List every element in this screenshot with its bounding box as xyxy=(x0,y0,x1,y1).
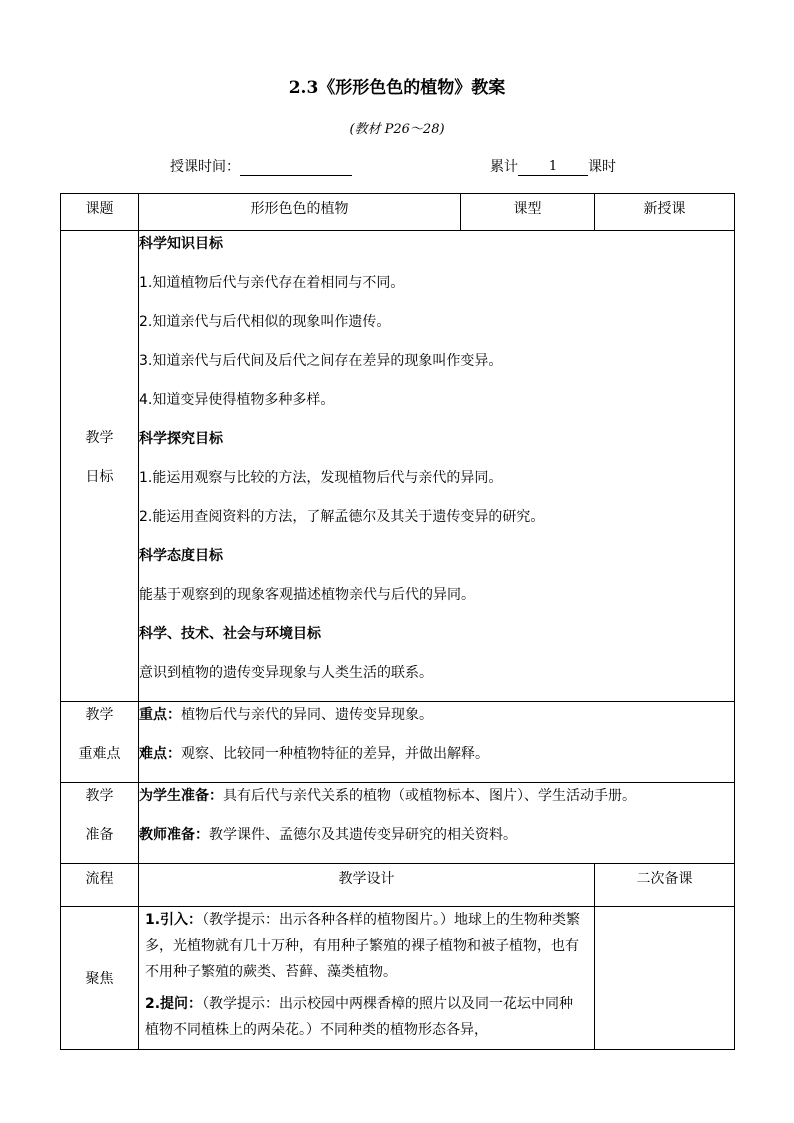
period-count xyxy=(490,156,616,176)
lesson-type-value: 新授课 xyxy=(643,201,686,217)
lesson-plan-table xyxy=(60,193,735,1050)
objective-item: 1.知道植物后代与亲代存在着相同与不同。 xyxy=(139,275,405,291)
design-header: 教学设计 xyxy=(338,871,395,887)
objective-item: 能基于观察到的现象客观描述植物亲代与后代的异同。 xyxy=(139,587,475,603)
class-time-blank xyxy=(240,159,352,176)
key-points-row xyxy=(61,702,735,783)
preparation-row xyxy=(61,783,735,864)
objectives-list xyxy=(139,233,734,692)
focus-label: 聚焦 xyxy=(85,971,114,987)
objective-heading: 科学探究目标 xyxy=(139,431,223,447)
textbook-pages: (教材 P26～28) xyxy=(349,122,445,137)
objective-heading: 科学知识目标 xyxy=(139,236,223,252)
flow-header: 流程 xyxy=(85,871,114,887)
design-header-row xyxy=(61,864,735,907)
objective-item: 3.知道亲代与后代间及后代之间存在差异的现象叫作变异。 xyxy=(139,353,503,369)
preparation-label: 教学 准备 xyxy=(85,788,114,843)
topic-value: 形形色色的植物 xyxy=(250,201,349,217)
focus-question: 2.提问：（教学提示：出示校园中两棵香樟的照片以及同一花坛中同种植物不同植株上的两朵花。）不同种类的植物形态各异， xyxy=(145,996,574,1038)
topic-row xyxy=(61,194,735,231)
page-title: 2.3《形形色色的植物》教案 xyxy=(288,78,506,98)
period-count-value: 1 xyxy=(518,159,588,176)
student-preparation: 为学生准备：具有后代与亲代关系的植物（或植物标本、图片）、学生活动手册。 xyxy=(139,788,636,804)
focus-row xyxy=(61,907,735,1050)
class-time-label: 授课时间： xyxy=(170,159,240,175)
teacher-preparation: 教师准备：教学课件、孟德尔及其遗传变异研究的相关资料。 xyxy=(139,827,517,843)
focus-intro: 1.引入：（教学提示：出示各种各样的植物图片。）地球上的生物种类繁多，光植物就有几十万种，有用种子繁殖的裸子植物和被子植物，也有不用种子繁殖的蕨类、苔藓、藻类植物。 xyxy=(145,912,581,980)
objective-heading: 科学、技术、社会与环境目标 xyxy=(139,626,321,642)
objective-item: 意识到植物的遗传变异现象与人类生活的联系。 xyxy=(139,665,433,681)
key-point: 重点：植物后代与亲代的异同、遗传变异现象。 xyxy=(139,707,433,723)
second-prep-cell xyxy=(595,907,735,1050)
difficult-point: 难点：观察、比较同一种植物特征的差异，并做出解释。 xyxy=(139,746,489,762)
objective-item: 1.能运用观察与比较的方法，发现植物后代与亲代的异同。 xyxy=(139,470,503,486)
topic-label: 课题 xyxy=(85,201,114,217)
objective-item: 4.知道变异使得植物多种多样。 xyxy=(139,392,335,408)
period-count-unit: 课时 xyxy=(588,159,616,175)
lesson-type-label: 课型 xyxy=(513,201,542,217)
key-points-label: 教学 重难点 xyxy=(78,707,121,762)
objectives-row xyxy=(61,231,735,702)
second-prep-header: 二次备课 xyxy=(636,871,693,887)
objective-item: 2.能运用查阅资料的方法，了解孟德尔及其关于遗传变异的研究。 xyxy=(139,509,545,525)
objective-heading: 科学态度目标 xyxy=(139,548,223,564)
objective-item: 2.知道亲代与后代相似的现象叫作遗传。 xyxy=(139,314,391,330)
class-time xyxy=(170,156,352,176)
objectives-label: 教学 日标 xyxy=(85,430,114,485)
period-count-label: 累计 xyxy=(490,159,518,175)
